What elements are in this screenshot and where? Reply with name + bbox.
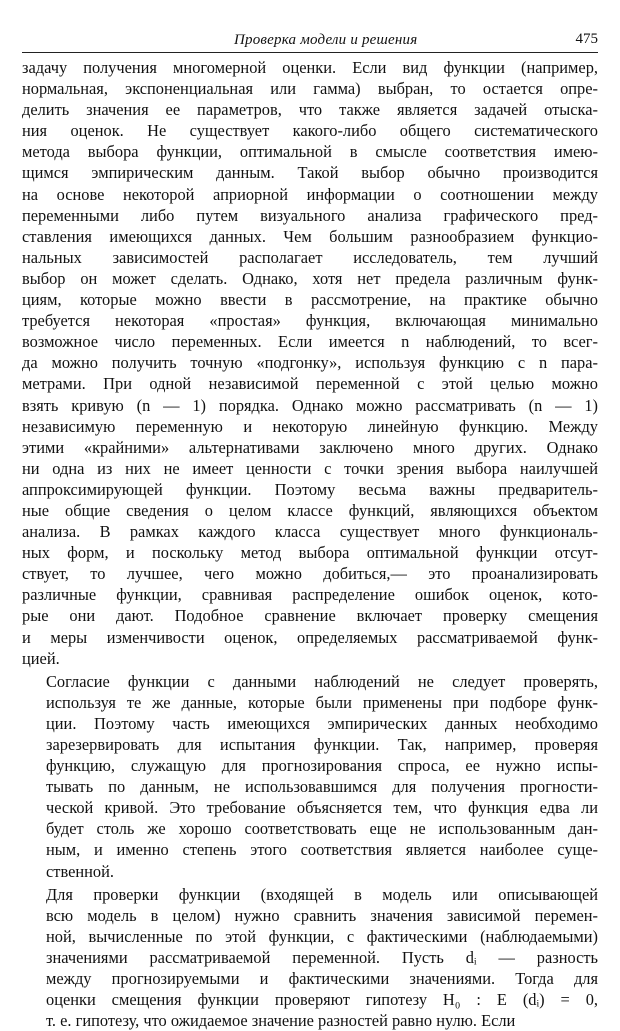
text-line: да можно получить точную «подгонку», используя функцию с n пара- <box>22 353 598 373</box>
text-line: требуется некоторая «простая» функция, включающая минимально <box>22 311 598 331</box>
paragraph <box>22 671 598 882</box>
text-line: зарезервировать для испытания функции. Так, например, проверяя <box>46 735 598 754</box>
text-line: задачу получения многомерной оценки. Если вид функции (например, <box>22 58 598 77</box>
text-line: независимую переменную и некоторую линейную функцию. Между <box>22 416 598 436</box>
text-line: и меры изменчивости оценок, определяемых рассматриваемой функ- <box>22 627 598 647</box>
text-line: значениями рассматриваемой переменной. Пусть dᵢ — разность <box>46 947 598 967</box>
paragraph <box>22 884 598 1031</box>
text-line: возможное число переменных. Если имеется n наблюдений, то всег- <box>22 332 598 352</box>
text-line: переменными либо путем визуального анализа графического пред- <box>22 205 598 225</box>
book-page <box>22 30 598 1031</box>
text-line: ной, вычисленные по этой функции, с фактическими (наблюдаемыми) <box>46 926 598 946</box>
paragraph <box>22 57 598 669</box>
text-line: ственной. <box>46 861 114 881</box>
text-line: ния оценок. Не существует какого-либо общего систематического <box>22 121 598 141</box>
text-line: используя те же данные, которые были применены при подборе функ- <box>46 692 598 712</box>
text-line: будет столь же хорошо соответствовать еще не использованным дан- <box>46 819 598 839</box>
text-line: делить значения ее параметров, что также является задачей отыска- <box>22 100 598 120</box>
text-line: т. е. гипотезу, что ожидаемое значение разностей равно нулю. Если <box>46 1011 516 1031</box>
text-line: Для проверки функции (входящей в модель или описывающей <box>46 884 598 904</box>
text-line: метрами. При одной независимой переменной с этой целью можно <box>22 374 598 394</box>
text-line: между прогнозируемыми и фактическими значениями. Тогда для <box>46 969 598 989</box>
text-line: циям, которые можно ввести в рассмотрение, на практике обычно <box>22 290 598 310</box>
text-line: нормальная, экспоненциальная или гамма) выбран, то остается опре- <box>22 79 598 99</box>
text-line: этими «крайними» альтернативами заключено много других. Однако <box>22 437 598 457</box>
text-line: ным, и именно степень этого соответствия является наиболее суще- <box>46 840 598 860</box>
text-line: нальных зависимостей располагает исследователь, тем лучший <box>22 247 598 267</box>
text-line: Согласие функции с данными наблюдений не следует проверять, <box>46 671 598 691</box>
text-line: ческой кривой. Это требование объясняется тем, что функция едва ли <box>46 798 598 818</box>
text-line: функцию, служащую для прогнозирования спроса, ее нужно испы- <box>46 756 598 776</box>
running-header <box>22 30 598 53</box>
text-line: ствует, то лучшее, чего можно добиться,— это проанализировать <box>22 564 598 584</box>
text-line: всю модель в целом) нужно сравнить значения зависимой перемен- <box>46 905 598 925</box>
text-line: анализа. В рамках каждого класса существует много функциональ- <box>22 522 598 542</box>
text-line: на основе некоторой априорной информации о соотношении между <box>22 184 598 204</box>
text-line: ных форм, и поскольку метод выбора оптимальной функции отсут- <box>22 543 598 563</box>
text-line: цией. <box>22 648 60 668</box>
text-line: ные общие сведения о целом классе функций, являющихся объектом <box>22 500 598 520</box>
text-line: выбор он может сделать. Однако, хотя нет предела различным функ- <box>22 268 598 288</box>
text-line: взять кривую (n — 1) порядка. Однако можно рассматривать (n — 1) <box>22 395 598 415</box>
running-title: Проверка модели и решения <box>234 32 418 48</box>
text-line: различные функции, сравнивая распределение ошибок оценок, кото- <box>22 585 598 605</box>
text-line: ставления имеющихся данных. Чем большим разнообразием функцио- <box>22 226 598 246</box>
text-line: рые они дают. Подобное сравнение включает проверку смещения <box>22 606 598 626</box>
text-line: щимся эмпирическим данным. Такой выбор обычно производится <box>22 163 598 183</box>
text-line: оценки смещения функции проверяют гипотезу H₀ : E (dᵢ) = 0, <box>46 990 598 1010</box>
page-number: 475 <box>575 31 598 47</box>
text-line: тывать по данным, не использовавшимся для получения прогности- <box>46 777 598 797</box>
text-line: ции. Поэтому часть имеющихся эмпирических данных необходимо <box>46 713 598 733</box>
text-line: ни одна из них не имеет ценности с точки зрения выбора наилучшей <box>22 458 598 478</box>
body-text <box>22 57 598 1031</box>
text-line: аппроксимирующей функции. Поэтому весьма важны предваритель- <box>22 479 598 499</box>
text-line: метода выбора функции, оптимальной в смысле соответствия имею- <box>22 142 598 162</box>
